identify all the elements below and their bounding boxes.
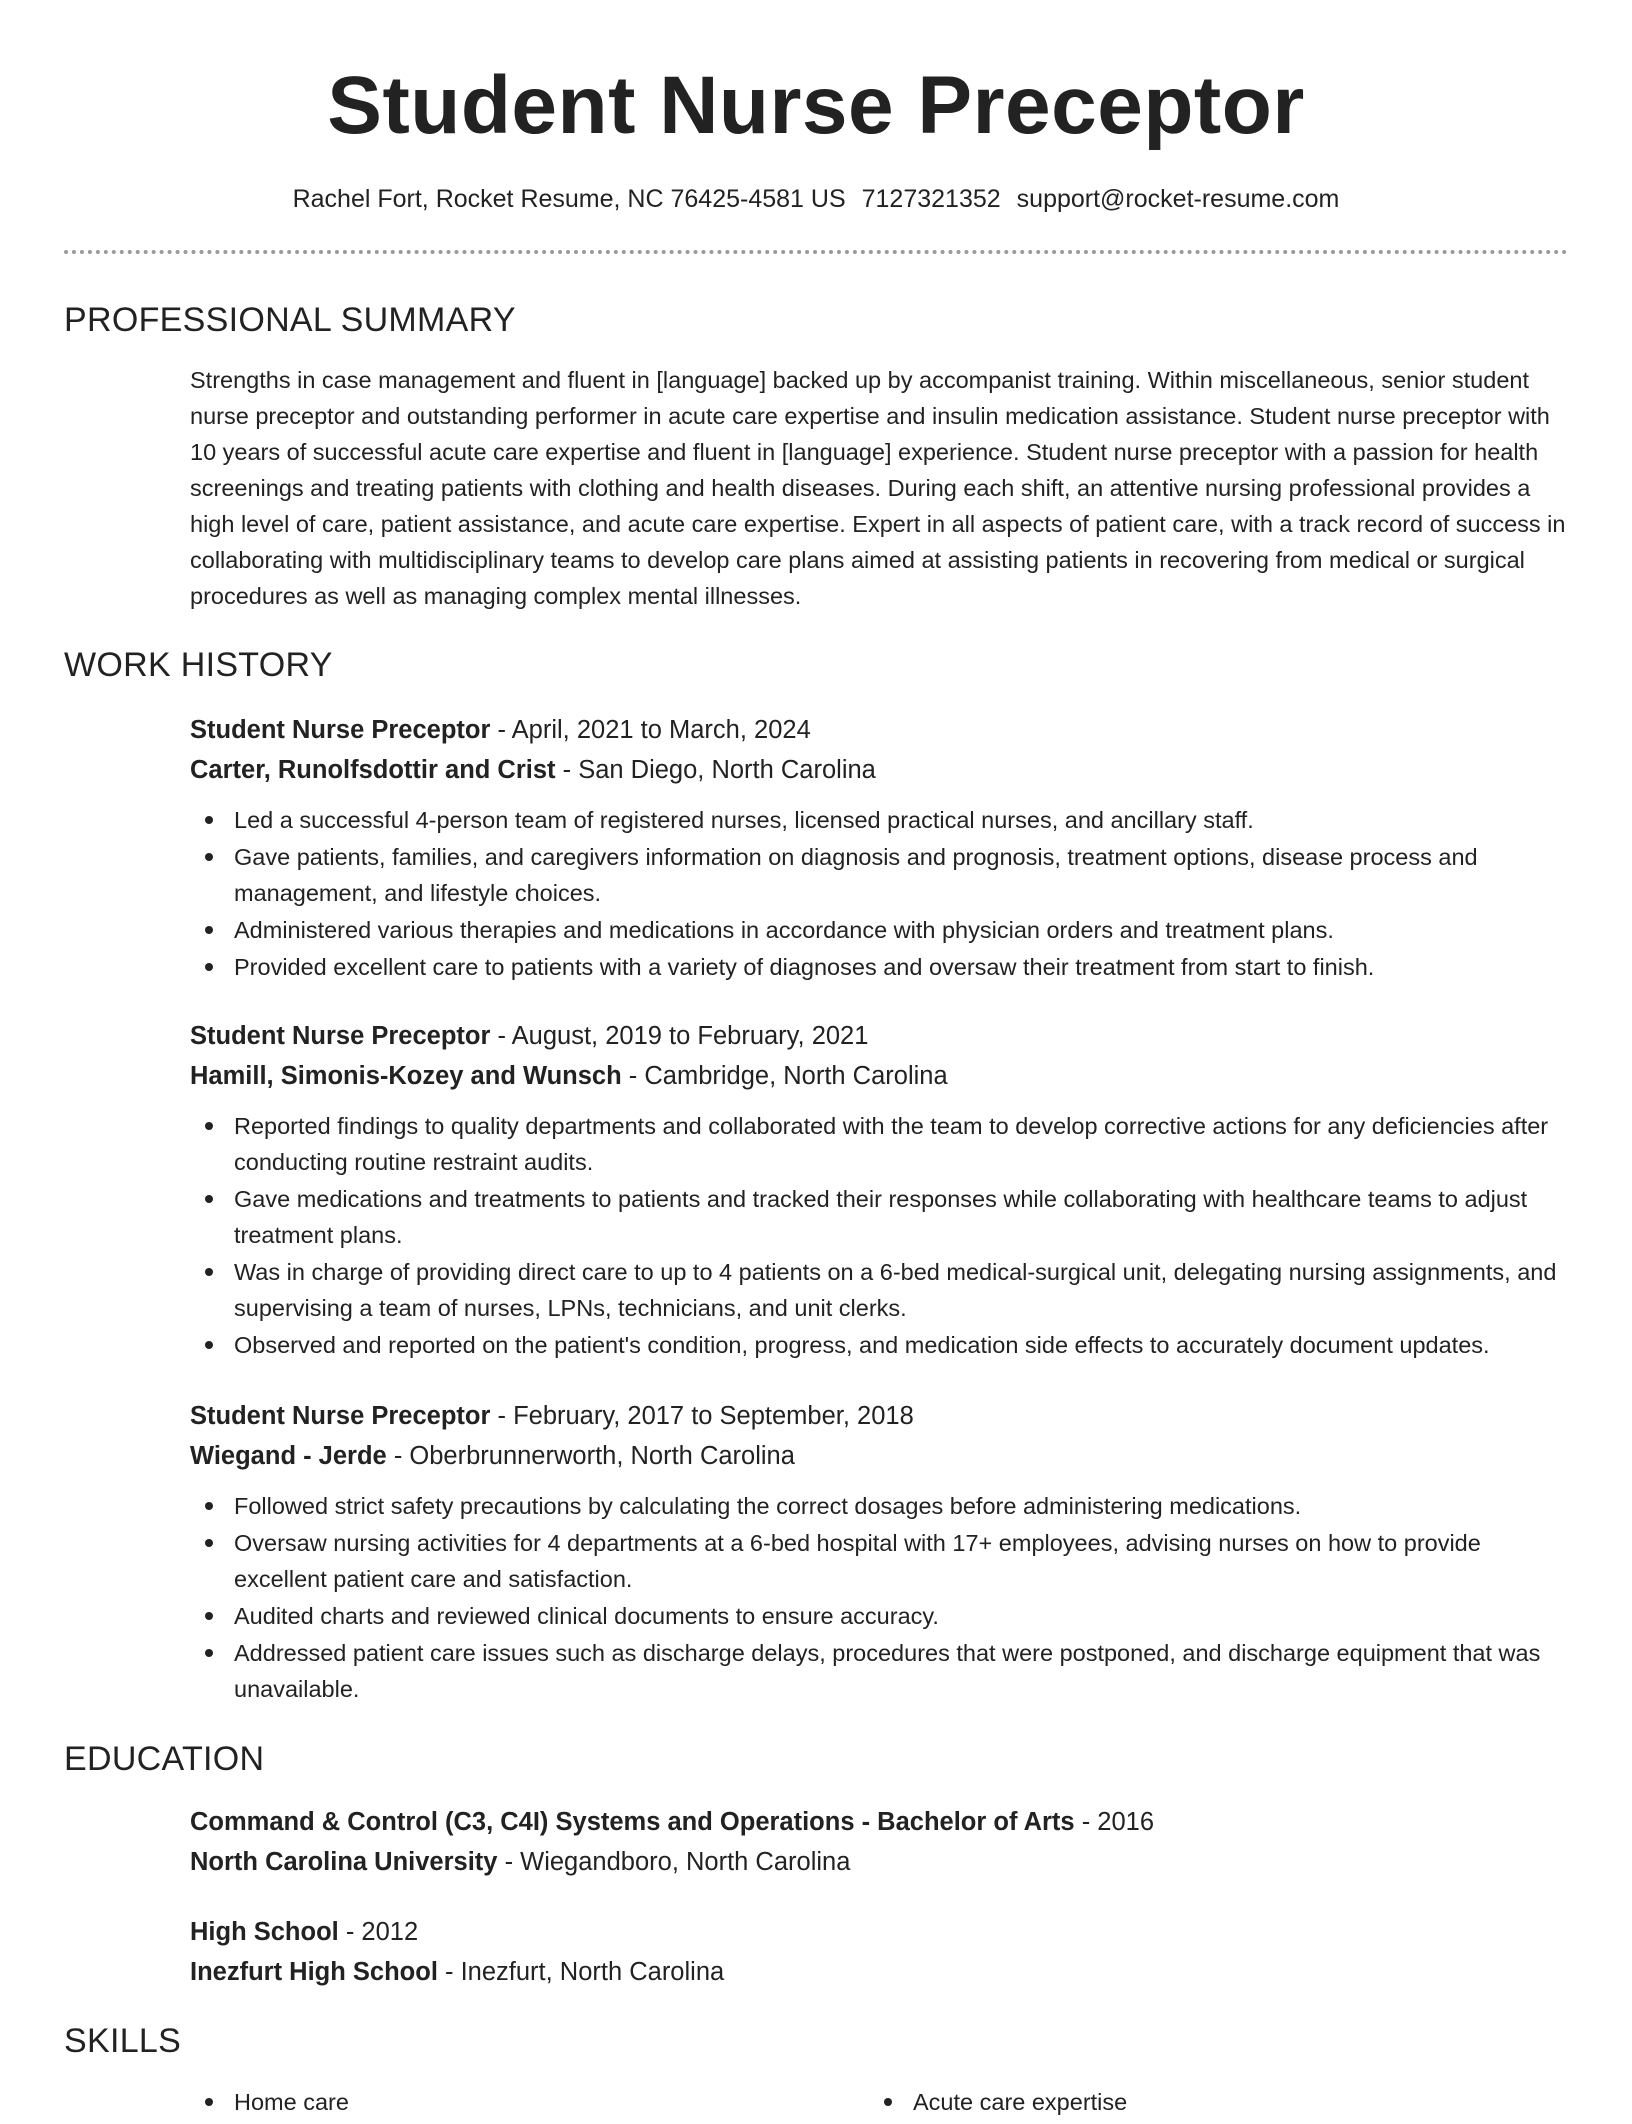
job-dates: - February, 2017 to September, 2018 <box>490 1402 914 1430</box>
work-history-heading: WORK HISTORY <box>64 646 333 684</box>
degree-line <box>190 1912 1570 1952</box>
job-title-line <box>190 710 1570 750</box>
job-entry <box>190 1396 1570 1708</box>
job-title-line <box>190 1396 1570 1436</box>
job-company-line <box>190 1056 1570 1096</box>
contact-phone: 7127321352 <box>861 185 1001 213</box>
job-location: - San Diego, North Carolina <box>555 756 876 784</box>
school-name: North Carolina University <box>190 1848 498 1876</box>
job-company: Hamill, Simonis-Kozey and Wunsch <box>190 1062 622 1090</box>
education-entry <box>190 1802 1570 1882</box>
education-heading: EDUCATION <box>64 1740 265 1778</box>
resume-title: Student Nurse Preceptor <box>327 60 1305 151</box>
job-bullets <box>190 1108 1570 1363</box>
job-bullet: Provided excellent care to patients with a variety of diagnoses and oversaw their treatment from start to finish. <box>234 949 1570 985</box>
job-title-line <box>190 1016 1570 1056</box>
job-bullet: Observed and reported on the patient's condition, progress, and medication side effects to accurately document updates. <box>234 1327 1570 1363</box>
summary-block <box>190 362 1570 614</box>
job-dates: - August, 2019 to February, 2021 <box>490 1022 869 1050</box>
job-bullet: Oversaw nursing activities for 4 departments at a 6-bed hospital with 17+ employees, advising nurses on how to provide excellent patient care and satisfaction. <box>234 1525 1570 1597</box>
job-company-line <box>190 1436 1570 1476</box>
education-entry <box>190 1912 1570 1992</box>
job-dates: - April, 2021 to March, 2024 <box>490 716 811 744</box>
job-location: - Oberbrunnerworth, North Carolina <box>386 1442 795 1470</box>
summary-heading: PROFESSIONAL SUMMARY <box>64 301 516 339</box>
header-divider <box>64 250 1568 254</box>
skill-item: Acute care expertise <box>913 2084 1127 2120</box>
job-title: Student Nurse Preceptor <box>190 1022 491 1050</box>
job-bullets <box>190 802 1570 985</box>
job-bullet: Followed strict safety precautions by calculating the correct dosages before administering medications. <box>234 1488 1570 1524</box>
skills-block <box>190 2084 1570 2124</box>
job-bullets <box>190 1488 1570 1707</box>
job-entry <box>190 1016 1570 1364</box>
job-company: Wiegand - Jerde <box>190 1442 387 1470</box>
contact-address: Rachel Fort, Rocket Resume, NC 76425-4581 US <box>292 185 846 213</box>
job-bullet: Led a successful 4-person team of registered nurses, licensed practical nurses, and ancillary staff. <box>234 802 1570 838</box>
skills-heading: SKILLS <box>64 2022 182 2060</box>
school-name: Inezfurt High School <box>190 1958 438 1986</box>
skill-item: Home care <box>234 2084 349 2120</box>
job-location: - Cambridge, North Carolina <box>621 1062 948 1090</box>
job-bullet: Administered various therapies and medications in accordance with physician orders and treatment plans. <box>234 912 1570 948</box>
degree-year: - 2012 <box>338 1918 419 1946</box>
job-bullet: Gave patients, families, and caregivers information on diagnosis and prognosis, treatment options, disease process and management, and lifestyle choices. <box>234 839 1570 911</box>
degree-name: High School <box>190 1918 339 1946</box>
job-bullet: Addressed patient care issues such as discharge delays, procedures that were postponed, and discharge equipment that was unavailable. <box>234 1635 1570 1707</box>
school-line <box>190 1952 1570 1992</box>
job-title: Student Nurse Preceptor <box>190 1402 491 1430</box>
school-location: - Wiegandboro, North Carolina <box>497 1848 851 1876</box>
skills-list-right <box>869 2084 1127 2120</box>
job-entry <box>190 710 1570 986</box>
skills-list-left <box>190 2084 349 2120</box>
job-company: Carter, Runolfsdottir and Crist <box>190 756 556 784</box>
contact-email: support@rocket-resume.com <box>1016 185 1340 213</box>
contact-line <box>0 182 1632 216</box>
job-bullet: Was in charge of providing direct care to up to 4 patients on a 6-bed medical-surgical unit, delegating nursing assignments, and supervising a team of nurses, LPNs, technicians, and unit clerks. <box>234 1254 1570 1326</box>
job-company-line <box>190 750 1570 790</box>
job-bullet: Reported findings to quality departments and collaborated with the team to develop corrective actions for any deficiencies after conducting routine restraint audits. <box>234 1108 1570 1180</box>
job-bullet: Gave medications and treatments to patients and tracked their responses while collaborating with healthcare teams to adjust treatment plans. <box>234 1181 1570 1253</box>
degree-line <box>190 1802 1570 1842</box>
school-line <box>190 1842 1570 1882</box>
degree-name: Command & Control (C3, C4I) Systems and Operations - Bachelor of Arts <box>190 1808 1075 1836</box>
school-location: - Inezfurt, North Carolina <box>437 1958 725 1986</box>
job-bullet: Audited charts and reviewed clinical documents to ensure accuracy. <box>234 1598 1570 1634</box>
summary-text: Strengths in case management and fluent in [language] backed up by accompanist training. Within miscellaneous, senior student nurse preceptor and outstanding performer in acute care expertise and insulin medication assistance. Student nurse preceptor with 10 years of successful acute care expertise and fluent in [language] experience. Student nurse preceptor with a passion for health screenings and treating patients with clothing and health diseases. During each shift, an attentive nursing professional provides a high level of care, patient assistance, and acute care expertise. Expert in all aspects of patient care, with a track record of success in collaborating with multidisciplinary teams to develop care plans aimed at assisting patients in recovering from medical or surgical procedures as well as managing complex mental illnesses. <box>190 367 1566 609</box>
job-title: Student Nurse Preceptor <box>190 716 491 744</box>
degree-year: - 2016 <box>1074 1808 1154 1836</box>
